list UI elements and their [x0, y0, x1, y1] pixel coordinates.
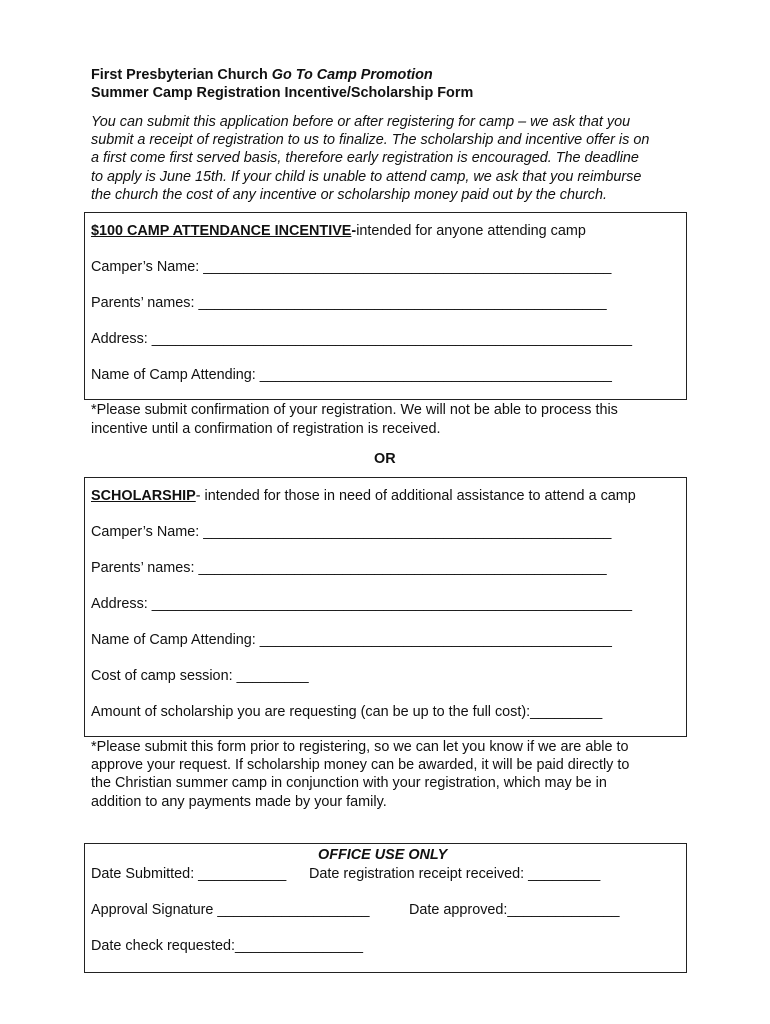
- incentive-parents-names-field[interactable]: Parents’ names: ___________________________________________________: [91, 295, 607, 311]
- intro-line: a first come first served basis, therefore early registration is encouraged. The deadline: [91, 150, 639, 167]
- intro-line: submit a receipt of registration to us to finalize. The scholarship and incentive offer is on: [91, 132, 650, 149]
- scholarship-amount-field[interactable]: Amount of scholarship you are requesting (can be up to the full cost):_________: [91, 704, 603, 720]
- incentive-camp-name-field[interactable]: Name of Camp Attending: ____________________________________________: [91, 367, 612, 383]
- header-line-1: [91, 66, 433, 84]
- office-date-approved-field[interactable]: Date approved:______________: [409, 902, 620, 918]
- scholarship-camp-name-field[interactable]: Name of Camp Attending: ____________________________________________: [91, 632, 612, 648]
- promo-name: Go To Camp Promotion: [271, 67, 433, 83]
- scholarship-desc: - intended for those in need of additional assistance to attend a camp: [195, 488, 636, 504]
- scholarship-note: [91, 738, 691, 811]
- scholarship-note-line: addition to any payments made by your family.: [91, 793, 387, 810]
- scholarship-parents-names-field[interactable]: Parents’ names: ___________________________________________________: [91, 560, 607, 576]
- incentive-note-line-1: *Please submit confirmation of your registration. We will not be able to process this: [91, 402, 618, 418]
- scholarship-heading-line: [91, 487, 636, 505]
- church-name: First Presbyterian Church: [91, 67, 268, 83]
- intro-line: to apply is June 15th. If your child is unable to attend camp, we ask that you reimburse: [91, 168, 642, 185]
- intro-line: You can submit this application before or after registering for camp – we ask that you: [91, 114, 631, 130]
- incentive-desc: intended for anyone attending camp: [356, 223, 586, 239]
- incentive-campers-name-field[interactable]: Camper’s Name: ___________________________________________________: [91, 259, 612, 275]
- scholarship-note-line: approve your request. If scholarship money can be awarded, it will be paid directly to: [91, 757, 630, 774]
- office-approval-signature-field[interactable]: Approval Signature ___________________: [91, 902, 370, 918]
- incentive-heading: $100 CAMP ATTENDANCE INCENTIVE: [91, 223, 352, 239]
- scholarship-note-line: *Please submit this form prior to registering, so we can let you know if we are able to: [91, 739, 629, 755]
- office-date-check-requested-field[interactable]: Date check requested:________________: [91, 938, 364, 954]
- office-date-submitted-field[interactable]: Date Submitted: ___________: [91, 866, 287, 882]
- incentive-note-line-2: incentive until a confirmation of registration is received.: [91, 421, 441, 437]
- intro-line: the church the cost of any incentive or scholarship money paid out by the church.: [91, 186, 607, 203]
- incentive-heading-suffix: -: [351, 223, 357, 239]
- scholarship-campers-name-field[interactable]: Camper’s Name: ___________________________________________________: [91, 524, 612, 540]
- scholarship-note-line: the Christian summer camp in conjunction with your registration, which may be in: [91, 775, 607, 792]
- scholarship-heading: SCHOLARSHIP: [91, 488, 196, 504]
- office-receipt-received-field[interactable]: Date registration receipt received: _________: [309, 866, 601, 882]
- scholarship-address-field[interactable]: Address: ____________________________________________________________: [91, 596, 632, 612]
- form-title: Summer Camp Registration Incentive/Scholarship Form: [91, 85, 474, 101]
- incentive-address-field[interactable]: Address: ____________________________________________________________: [91, 331, 632, 347]
- office-use-title: OFFICE USE ONLY: [318, 847, 448, 863]
- intro-paragraph: [91, 113, 691, 204]
- scholarship-cost-field[interactable]: Cost of camp session: _________: [91, 668, 309, 684]
- or-divider: OR: [374, 451, 396, 467]
- incentive-heading-line: [91, 222, 586, 240]
